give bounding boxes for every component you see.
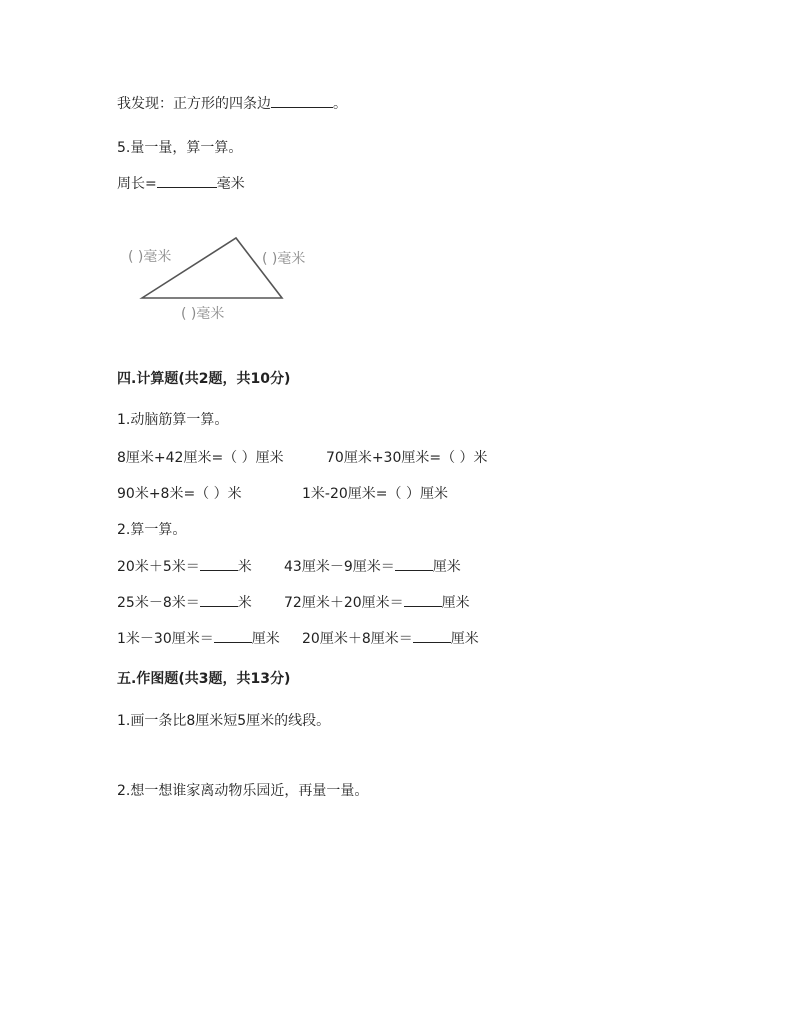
q2-expression: 20米＋5米＝ (117, 559, 200, 575)
q1-item: 8厘米+42厘米=（ ）厘米 (117, 450, 284, 466)
discovery-blank[interactable] (271, 93, 333, 108)
q2-answer-blank[interactable] (395, 556, 433, 571)
q2-item (302, 628, 479, 648)
triangle-label-left: ( )毫米 (128, 249, 172, 265)
q2-answer-blank[interactable] (404, 592, 442, 607)
q2-answer-blank[interactable] (200, 556, 238, 571)
q2-unit: 厘米 (432, 559, 461, 575)
q2-expression: 72厘米＋20厘米＝ (284, 595, 404, 611)
section4-q1-title: 1.动脑筋算一算。 (117, 412, 229, 428)
triangle-label-bottom: ( )毫米 (181, 306, 225, 322)
q2-item (284, 592, 470, 612)
perimeter-line (117, 173, 245, 193)
section5-q2: 2.想一想谁家离动物乐园近，再量一量。 (117, 783, 369, 799)
q1-item: 1米-20厘米=（ ）厘米 (302, 486, 448, 502)
section5-q1: 1.画一条比8厘米短5厘米的线段。 (117, 713, 331, 729)
q2-unit: 厘米 (251, 631, 280, 647)
q2-item (117, 592, 252, 612)
discovery-line (117, 93, 347, 113)
q5-title: 5.量一量，算一算。 (117, 140, 243, 156)
discovery-text: 我发现：正方形的四条边 (117, 96, 271, 112)
q1-item: 90米+8米=（ ）米 (117, 486, 242, 502)
q2-unit: 厘米 (441, 595, 470, 611)
q2-expression: 25米－8米＝ (117, 595, 200, 611)
section5-title: 五.作图题(共3题，共13分) (117, 671, 291, 687)
q2-expression: 43厘米－9厘米＝ (284, 559, 395, 575)
q2-unit: 厘米 (450, 631, 479, 647)
q2-expression: 20厘米＋8厘米＝ (302, 631, 413, 647)
q2-item (284, 556, 461, 576)
q1-item: 70厘米+30厘米=（ ）米 (326, 450, 488, 466)
perimeter-label: 周长= (117, 176, 157, 192)
section4-q2-title: 2.算一算。 (117, 522, 187, 538)
section4-title: 四.计算题(共2题，共10分) (117, 371, 291, 387)
q2-unit: 米 (237, 559, 252, 575)
triangle-figure (120, 228, 340, 328)
q2-expression: 1米－30厘米＝ (117, 631, 214, 647)
perimeter-unit: 毫米 (216, 176, 245, 192)
q2-unit: 米 (237, 595, 252, 611)
q2-item (117, 628, 280, 648)
q2-answer-blank[interactable] (214, 628, 252, 643)
q2-answer-blank[interactable] (200, 592, 238, 607)
q2-item (117, 556, 252, 576)
q2-answer-blank[interactable] (413, 628, 451, 643)
discovery-end: 。 (333, 96, 347, 112)
triangle-label-right: ( )毫米 (262, 251, 306, 267)
perimeter-blank[interactable] (157, 173, 217, 188)
